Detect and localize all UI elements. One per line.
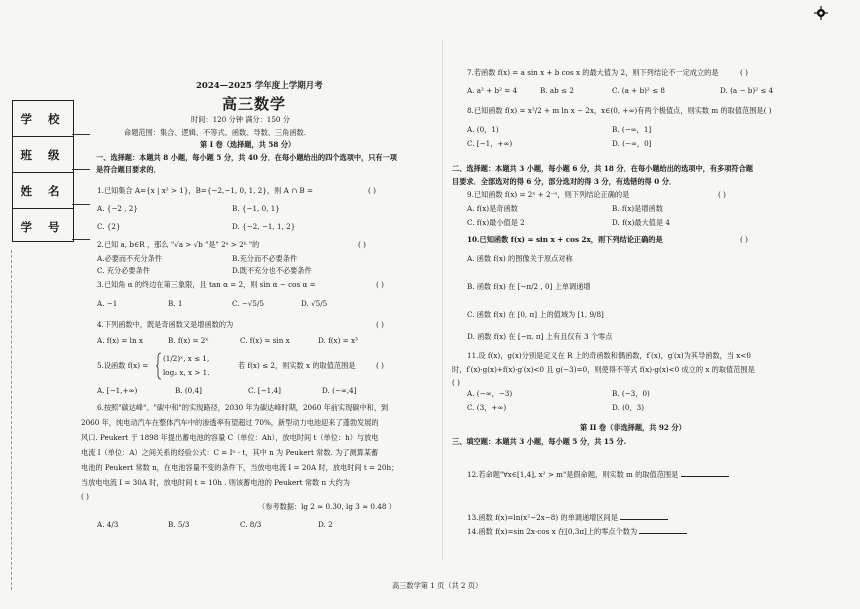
question-14 <box>467 526 687 536</box>
answer-paren[interactable]: ( ) <box>376 320 384 329</box>
option-c: C. (3，+∞) <box>467 403 507 412</box>
option-b: B. {−1, 0, 1} <box>232 204 280 213</box>
option-c: C. {2} <box>97 222 121 231</box>
question-6-line-5: 电池的 Peukert 常数 n，在电池容量不变的条件下，当放电电流 I = 20A 时，放电时间 t = 20h； <box>81 463 399 472</box>
question-3: 3.已知角 α 的终边在第三象限，且 tan α = 2，则 sin α − cos α = <box>97 280 316 289</box>
section3-heading: 三、填空题：本题共 3 小题，每小题 5 分，共 15 分. <box>452 437 627 446</box>
name-blank[interactable] <box>72 204 90 205</box>
option-c: C. f(x) = sin x <box>240 336 290 345</box>
class-label: 班 级 <box>13 137 73 173</box>
question-6-line-4: 电流 I（单位：A）之间关系的经验公式：C = Iⁿ · t，其中 n 为 Peukert 常数. 为了测算某蓄 <box>81 448 379 457</box>
option-d: D. 函数 f(x) 在 [−π, π] 上有且仅有 3 个零点 <box>467 332 613 341</box>
option-d: D. {−2, −1, 1, 2} <box>232 222 296 231</box>
question-10: 10.已知函数 f(x) = sin x + cos 2x，则下列结论正确的是 <box>467 235 663 244</box>
question-6-line-3: 风口. Peukert 于 1898 年提出蓄电池的容量 C（单位：Ah），放电时间 t（单位：h）与放电 <box>81 433 379 442</box>
question-7: 7.若函数 f(x) = a sin x + b cos x 的最大值为 2，则下列结论不一定成立的是 <box>467 68 719 77</box>
option-d: D. √5/5 <box>301 299 328 308</box>
option-c: C. 8/3 <box>240 520 262 529</box>
option-d: D. (0，3) <box>612 403 645 412</box>
answer-paren[interactable]: ( ) <box>368 186 376 195</box>
answer-paren[interactable]: ( ) <box>81 492 89 501</box>
exam-year-title: 2024—2025 学年度上学期月考 <box>196 81 323 91</box>
option-a: A. 函数 f(x) 的图像关于原点对称 <box>467 254 573 263</box>
option-d: D. f(x) = x³ <box>318 336 358 345</box>
question-6-line-6: 当放电电流 I = 30A 时，放电时间 t = 10h . 则该蓄电池的 Peukert 常数 n 大约为 <box>81 478 350 487</box>
question-14-text: 14.函数 f(x)=sin 2x·cos x 在[0,3π]上的零点个数为 <box>467 527 638 536</box>
option-c: C. [−1，+∞) <box>467 139 513 148</box>
question-12 <box>467 469 729 479</box>
option-b: B. f(x) = 2ˣ <box>168 336 209 345</box>
option-d: D. 2 <box>318 520 333 529</box>
option-a: A. f(x) = ln x <box>97 336 143 345</box>
question-11-line-1: 11.设 f(x)，g(x)分别是定义在 R 上的奇函数和偶函数，f′(x)，g′(x)为其导函数，当 x<0 <box>467 351 751 360</box>
option-a: A. [−1,+∞) <box>97 386 138 395</box>
question-11-line-2: 时，f′(x)·g(x)+f(x)·g′(x)<0 且 g(−3)=0，则使得不等式 f(x)·g(x)<0 成立的 x 的取值范围是 <box>452 365 755 374</box>
answer-paren[interactable]: ( ) <box>740 235 748 244</box>
option-b: B. f(x)是增函数 <box>612 204 663 213</box>
exam-scope: 命题范围：集合、逻辑、不等式、函数、导数、三角函数. <box>124 128 306 137</box>
school-label: 学 校 <box>13 101 73 137</box>
answer-paren[interactable]: ( ) <box>718 190 726 199</box>
section2-heading: 二、选择题：本题共 3 小题，每小题 6 分，共 18 分．在每小题给出的选项中，有多项符合题 <box>452 164 753 173</box>
q6-reference: （参考数据：lg 2 ≈ 0.30, lg 3 ≈ 0.48 ） <box>258 502 396 511</box>
answer-paren[interactable]: ( ) <box>452 378 460 387</box>
option-a: A. f(x)是奇函数 <box>467 204 518 213</box>
option-d: D.既不充分也不必要条件 <box>232 266 312 275</box>
answer-paren[interactable]: ( ) <box>376 361 384 370</box>
option-a: A. {−2 , 2} <box>97 204 138 213</box>
option-b: B. (0,4] <box>175 386 202 395</box>
option-b: B. (−3，0) <box>612 389 650 398</box>
class-blank[interactable] <box>72 169 90 170</box>
question-1: 1.已知集合 A={x | x² > 1}，B={−2,−1, 0, 1, 2}，则 A ∩ B = <box>97 186 313 195</box>
answer-paren[interactable]: ( ) <box>376 280 384 289</box>
section1-heading-2: 是符合题目要求的． <box>96 165 161 174</box>
option-a: A.必要而不充分条件 <box>97 254 162 263</box>
option-c: C. [−1,4] <box>248 386 281 395</box>
question-12-text: 12.若命题"∀x∈[1,4], x² > m"是假命题，则实数 m 的取值范围是 <box>467 470 679 479</box>
question-13 <box>467 512 668 522</box>
question-8: 8.已知函数 f(x) = x²/2 + m ln x − 2x，x∈(0, +∞)有两个极值点，则实数 m 的取值范围是( ) <box>467 106 772 115</box>
name-label: 姓 名 <box>13 173 73 209</box>
answer-paren[interactable]: ( ) <box>740 68 748 77</box>
column-divider <box>442 40 443 560</box>
option-b: B.充分而不必要条件 <box>232 254 298 263</box>
answer-blank[interactable] <box>681 469 729 477</box>
part2-title: 第 II 卷（非选择题，共 92 分） <box>580 423 686 432</box>
page-footer: 高三数学第 1 页（共 2 页） <box>392 581 483 590</box>
left-brace-icon <box>156 352 162 380</box>
q5-case-2: log₂ x, x > 1. <box>163 368 210 377</box>
option-c: C. 函数 f(x) 在 [0, π] 上的值域为 [1, 9/8] <box>467 310 604 319</box>
option-c: C. (a + b)² ≤ 8 <box>612 86 665 95</box>
student-id-label: 学 号 <box>20 219 66 234</box>
student-info-box <box>12 100 74 242</box>
crosshair-icon <box>814 6 828 20</box>
option-d: D. (−∞，0] <box>612 139 652 148</box>
option-a: A. (0，1) <box>467 125 499 134</box>
option-b: B. 1 <box>168 299 183 308</box>
question-4: 4.下列函数中，既是奇函数又是增函数的为 <box>97 320 234 329</box>
option-a: A. 4/3 <box>97 520 119 529</box>
option-c: C. 充分必要条件 <box>97 266 150 275</box>
question-13-text: 13.函数 f(x)=ln(x²−2x−8) 的单调递增区间是 <box>467 513 618 522</box>
question-2: 2.已知 a, b∈R ，那么 "√a > √b "是" 2ᵃ > 2ᵇ "的 <box>97 240 260 249</box>
option-a: A. (−∞，−3) <box>467 389 513 398</box>
subject-title: 高三数学 <box>222 95 287 113</box>
school-blank[interactable] <box>72 134 90 135</box>
question-5: 5.设函数 f(x) = <box>97 361 149 370</box>
option-a: A. −1 <box>97 299 118 308</box>
student-id-blank[interactable] <box>72 239 90 240</box>
time-score: 时间：120 分钟 满分：150 分 <box>191 115 290 124</box>
answer-blank[interactable] <box>620 512 668 520</box>
option-d: D. (a − b)² ≤ 4 <box>720 86 774 95</box>
binding-line <box>11 250 12 590</box>
answer-blank[interactable] <box>639 526 687 534</box>
option-b: B. 5/3 <box>168 520 190 529</box>
question-9: 9.已知函数 f(x) = 2ˣ + 2⁻ˣ，则下列结论正确的是 <box>467 190 630 199</box>
q5-case-1: (1/2)ˣ, x ≤ 1, <box>163 354 210 363</box>
option-c: C. −√5/5 <box>232 299 264 308</box>
section1-heading: 一、选择题：本题共 8 小题，每小题 5 分，共 40 分．在每小题给出的四个选项中，只有一项 <box>96 153 397 162</box>
option-a: A. a² + b² = 4 <box>467 86 518 95</box>
section2-heading-2: 目要求．全部选对的得 6 分，部分选对的得 3 分，有选错的得 0 分． <box>452 177 677 186</box>
question-6-line-1: 6.按照"碳达峰"、"碳中和"的实现路径，2030 年为碳达峰时期，2060 年前实现碳中和，到 <box>97 403 389 412</box>
answer-paren[interactable]: ( ) <box>358 240 366 249</box>
part1-title: 第 I 卷（选择题，共 58 分） <box>200 140 296 149</box>
option-d: D. f(x)最大值是 4 <box>612 218 671 227</box>
q5-condition: 若 f(x) ≤ 2，则实数 x 的取值范围是 <box>238 361 356 370</box>
option-d: D. (−∞,4] <box>322 386 357 395</box>
question-6-line-2: 2060 年，纯电动汽车在整体汽车中的渗透率有望超过 70%，新型动力电池迎来了蓬勃发展的 <box>81 418 379 427</box>
option-b: B. (−∞，1] <box>612 125 652 134</box>
option-b: B. ab ≤ 2 <box>540 86 574 95</box>
option-c: C. f(x)最小值是 2 <box>467 218 525 227</box>
option-b: B. 函数 f(x) 在 [−π/2 , 0] 上单调递增 <box>467 282 591 291</box>
